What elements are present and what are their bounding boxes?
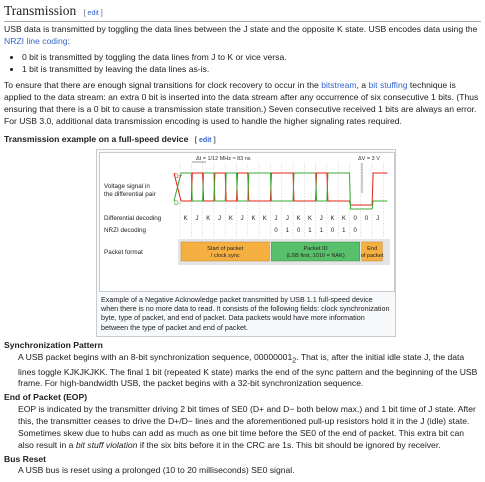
- figure-caption: Example of a Negative Acknowledge packet transmitted by USB 1.1 full-speed device when there is no more data to read. It consists of the following fields: clock synchronization byte, type of packet, and end of packet. Data packets would have more information between the type of packet and end of packet.: [101, 294, 390, 332]
- bit-rules-list: [4, 52, 481, 77]
- nrzi-link[interactable]: NRZI line coding: [4, 35, 68, 46]
- definition-text: . That is, after the initial idle state J, the data lines toggle KJKJKJKK. The final 1 bit (repeated K state) marks the end of the sync pattern and the beginning of the USB frame. For high-bandwidth USB, the packet begins with a 32-bit synchronization sequence.: [18, 351, 478, 389]
- intro-colon: :: [67, 35, 70, 46]
- definition-text: if the six bits before it in the CRC are 1s. This bit should be ignored by receiver.: [137, 439, 441, 450]
- dminus-waveform: [174, 173, 387, 209]
- intro-text: USB data is transmitted by toggling the data lines between the J state and the opposite K state. USB encodes data using the: [4, 23, 478, 34]
- subsection-edit-link[interactable]: edit: [199, 136, 212, 144]
- diff-state: J: [218, 215, 222, 222]
- nrzi-bits-row: [274, 228, 357, 234]
- voltage-label-line2: the differential pair: [104, 190, 156, 198]
- definition-emphasis: bit stuff violation: [75, 439, 138, 450]
- sync-box-line2: / clock sync: [210, 252, 240, 259]
- subsection-heading: [4, 134, 481, 146]
- diff-state: K: [262, 215, 267, 222]
- list-item: • 1 bit is transmitted by leaving the data lines as-is.: [22, 64, 481, 76]
- bit-time-gridlines: [180, 163, 383, 237]
- nrzi-bit: 1: [308, 227, 312, 234]
- nrzi-bit: 0: [274, 227, 278, 234]
- article-page: [0, 2, 485, 482]
- diff-state: J: [376, 215, 380, 222]
- diff-state: K: [206, 215, 211, 222]
- p2-text: , a: [356, 80, 369, 91]
- nrzi-bit: 0: [296, 227, 301, 234]
- bitstream-link[interactable]: bitstream: [321, 80, 357, 91]
- section-title: Transmission: [4, 3, 77, 18]
- sync-box-line1: Start of packet: [207, 245, 244, 252]
- diff-state: K: [341, 215, 346, 222]
- definition-text: A USB bus is reset using a prolonged (10 to 20 milliseconds) SE0 signal.: [18, 465, 295, 476]
- diff-state: K: [251, 215, 256, 222]
- definition-text: A USB packet begins with an 8-bit synchronization sequence, 00000001: [18, 351, 293, 362]
- definition-term: Bus Reset: [4, 453, 47, 464]
- diff-decoding-label: Differential decoding: [104, 214, 162, 222]
- voltage-label-line1: Voltage signal in: [104, 182, 150, 190]
- diff-state: K: [296, 215, 301, 222]
- subsection-edit: [ edit ]: [194, 136, 216, 144]
- pid-box-line1: Packet ID: [303, 245, 328, 252]
- diff-state: J: [319, 215, 323, 222]
- definition-term: End of Packet (EOP): [4, 392, 88, 403]
- eop-box-line2: of packet: [360, 252, 384, 259]
- section-heading: [4, 2, 481, 22]
- diff-state: J: [195, 215, 199, 222]
- delta-t-label: Δt = 1/12 MHz ≈ 83 ns: [196, 155, 251, 162]
- binary-subscript: 2: [292, 356, 297, 365]
- delta-v-label: ΔV = 3 V: [358, 155, 380, 162]
- list-item: • 0 bit is transmitted by toggling the data lines from J to K or vice versa.: [22, 52, 481, 64]
- diff-state: 0: [353, 215, 357, 222]
- diff-state: J: [285, 215, 289, 222]
- diff-state: K: [228, 215, 233, 222]
- nrzi-bit: 1: [319, 227, 323, 234]
- diff-state: K: [330, 215, 335, 222]
- diff-state: K: [307, 215, 312, 222]
- p2-text: To ensure that there are enough signal transitions for clock recovery to occur in the: [4, 80, 322, 91]
- p2-text: technique is applied to the data stream: an extra 0 bit is inserted into the data stream after any occurrence of six consecutive 1 bits. (Thus ensuring that there is a 0 bit to cause a transmission state transition.) Seven consecutive received 1 bits are always an error. For USB 3.0, additional data transmission encoding is used to handle the higher signaling rates required.: [4, 80, 479, 126]
- packet-format-label: Packet format: [104, 248, 143, 256]
- nrzi-bit: 0: [353, 227, 357, 234]
- intro-paragraph: [4, 24, 481, 48]
- diff-states-row: [184, 216, 380, 222]
- definition-list: [4, 340, 481, 477]
- definition-description: [18, 404, 481, 451]
- definition-term: Synchronization Pattern: [4, 340, 103, 351]
- diff-state: K: [183, 215, 188, 222]
- section-edit: [ edit ]: [83, 10, 103, 17]
- dminus-label: D-: [174, 199, 181, 207]
- subsection-title: Transmission example on a full-speed device: [4, 133, 189, 144]
- definition-text: EOP is indicated by the transmitter driving 2 bit times of SE0 (D+ and D− both below max.) and 1 bit time of J state. After this, the transmitter ceases to drive the D+/D− lines and the aforementioned pull-up resistors hold it in the J (idle) state. Sometimes skew due to hubs can add as much as one bit time before the SE0 of the end of packet. This extra bit can also result in a: [18, 404, 476, 450]
- nrzi-decoding-label: NRZI decoding: [104, 226, 146, 234]
- section-edit-link[interactable]: edit: [87, 10, 99, 17]
- eop-box-line1: End: [367, 245, 378, 252]
- figure: [96, 149, 396, 337]
- usb-signal-diagram[interactable]: [99, 152, 395, 292]
- definition-description: [18, 352, 481, 390]
- definition-description: [18, 465, 481, 477]
- dplus-waveform: [174, 173, 387, 205]
- pid-box-line2: (LSB first, 1010 = NAK): [286, 252, 345, 259]
- diff-state: J: [274, 215, 278, 222]
- nrzi-bit: 1: [285, 227, 290, 234]
- nrzi-bit: 1: [342, 227, 346, 234]
- dplus-label: D+: [174, 172, 183, 180]
- diff-state: 0: [364, 215, 369, 222]
- nrzi-bit: 0: [330, 227, 335, 234]
- bit-stuffing-link[interactable]: bit stuffing: [368, 80, 408, 91]
- bit-stuffing-paragraph: [4, 80, 481, 127]
- diff-state: J: [240, 215, 244, 222]
